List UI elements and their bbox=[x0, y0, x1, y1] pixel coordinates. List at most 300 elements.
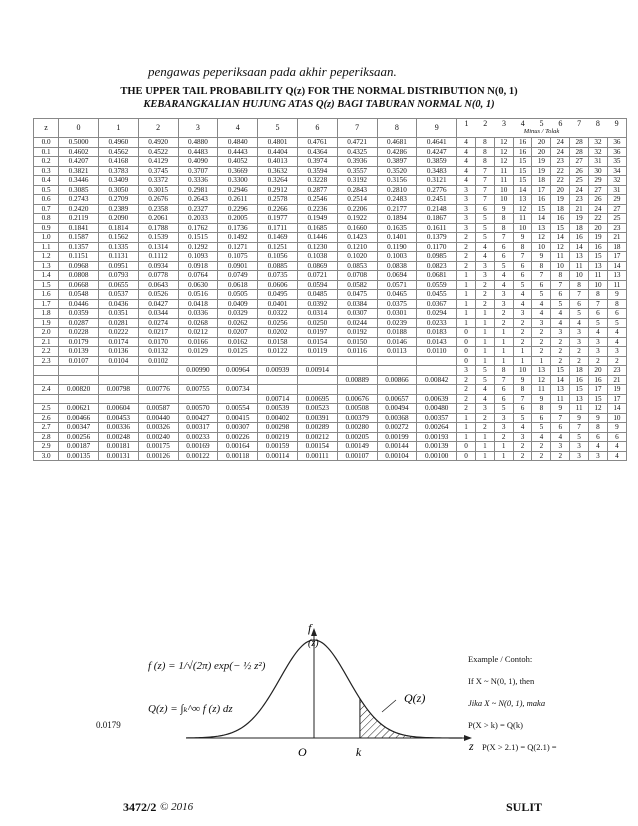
table-row bbox=[34, 451, 627, 461]
z-value: 0.5 bbox=[34, 185, 59, 195]
q-value: 0.0367 bbox=[417, 299, 457, 309]
q-value: 0.00964 bbox=[218, 366, 258, 376]
z-value: 1.1 bbox=[34, 242, 59, 252]
q-value: 0.0301 bbox=[377, 309, 417, 319]
q-value: 0.2676 bbox=[138, 195, 178, 205]
minus-value: 2 bbox=[457, 375, 476, 385]
minus-value: 22 bbox=[551, 166, 570, 176]
minus-value: 4 bbox=[532, 299, 551, 309]
minus-value: 4 bbox=[475, 242, 494, 252]
q-value bbox=[138, 366, 178, 376]
q-value: 0.3264 bbox=[258, 176, 298, 186]
minus-digit-header: 6 bbox=[558, 118, 563, 128]
minus-value: 1 bbox=[475, 356, 494, 366]
q-value: 0.00199 bbox=[377, 432, 417, 442]
q-value: 0.0392 bbox=[297, 299, 337, 309]
minus-value: 14 bbox=[551, 233, 570, 243]
minus-value: 16 bbox=[513, 138, 532, 148]
q-value: 0.3520 bbox=[377, 166, 417, 176]
minus-value: 2 bbox=[513, 442, 532, 452]
q-value: 0.0838 bbox=[377, 261, 417, 271]
z-value: 1.5 bbox=[34, 280, 59, 290]
q-value: 0.00347 bbox=[59, 423, 99, 433]
table-row bbox=[34, 394, 627, 404]
minus-value: 12 bbox=[532, 233, 551, 243]
minus-value: 15 bbox=[570, 385, 589, 395]
z-value: 1.6 bbox=[34, 290, 59, 300]
q-value: 0.00144 bbox=[377, 442, 417, 452]
minus-value: 4 bbox=[494, 271, 513, 281]
q-value: 0.0166 bbox=[178, 337, 218, 347]
q-value: 0.0162 bbox=[218, 337, 258, 347]
q-value: 0.0222 bbox=[98, 328, 138, 338]
minus-value: 5 bbox=[532, 290, 551, 300]
minus-value: 1 bbox=[457, 413, 476, 423]
digit-header: 2 bbox=[138, 119, 178, 138]
minus-value: 7 bbox=[475, 195, 494, 205]
q-value: 0.2611 bbox=[218, 195, 258, 205]
minus-value: 6 bbox=[494, 242, 513, 252]
minus-value: 7 bbox=[551, 413, 570, 423]
q-value: 0.0268 bbox=[178, 318, 218, 328]
minus-value: 18 bbox=[551, 204, 570, 214]
minus-value: 23 bbox=[551, 157, 570, 167]
minus-value: 5 bbox=[475, 366, 494, 376]
minus-value: 10 bbox=[532, 242, 551, 252]
q-value: 0.0287 bbox=[59, 318, 99, 328]
q-value: 0.00539 bbox=[258, 404, 298, 414]
q-value: 0.2912 bbox=[258, 185, 298, 195]
minus-value: 27 bbox=[570, 157, 589, 167]
digit-header: 6 bbox=[297, 119, 337, 138]
q-value: 0.4483 bbox=[178, 147, 218, 157]
q-value: 0.3632 bbox=[258, 166, 298, 176]
q-value bbox=[138, 394, 178, 404]
minus-value: 19 bbox=[570, 214, 589, 224]
z-value: 2.2 bbox=[34, 347, 59, 357]
z-value: 0.1 bbox=[34, 147, 59, 157]
digit-header: 7 bbox=[337, 119, 377, 138]
q-value: 0.2148 bbox=[417, 204, 457, 214]
minus-value: 13 bbox=[513, 195, 532, 205]
minus-value: 13 bbox=[589, 261, 608, 271]
q-value: 0.3557 bbox=[337, 166, 377, 176]
q-value: 0.4364 bbox=[297, 147, 337, 157]
minus-value: 15 bbox=[532, 204, 551, 214]
q-value: 0.2843 bbox=[337, 185, 377, 195]
q-value bbox=[178, 356, 218, 366]
q-value: 0.00104 bbox=[377, 451, 417, 461]
minus-value: 1 bbox=[494, 356, 513, 366]
table-row bbox=[34, 328, 627, 338]
minus-value: 16 bbox=[589, 375, 608, 385]
q-value: 0.0582 bbox=[337, 280, 377, 290]
q-value: 0.0110 bbox=[417, 347, 457, 357]
q-value: 0.1587 bbox=[59, 233, 99, 243]
q-value: 0.0351 bbox=[98, 309, 138, 319]
minus-value: 1 bbox=[494, 337, 513, 347]
minus-value: 1 bbox=[457, 318, 476, 328]
minus-value: 0 bbox=[457, 356, 476, 366]
q-value: 0.4801 bbox=[258, 138, 298, 148]
minus-value: 8 bbox=[475, 157, 494, 167]
q-value bbox=[98, 375, 138, 385]
table-row bbox=[34, 223, 627, 233]
z-value: 0.9 bbox=[34, 223, 59, 233]
minus-value: 3 bbox=[457, 204, 476, 214]
q-value: 0.0418 bbox=[178, 299, 218, 309]
q-value: 0.2177 bbox=[377, 204, 417, 214]
q-value: 0.1841 bbox=[59, 223, 99, 233]
z-value: 0.6 bbox=[34, 195, 59, 205]
q-value: 0.0274 bbox=[138, 318, 178, 328]
minus-value: 5 bbox=[570, 309, 589, 319]
table-row bbox=[34, 347, 627, 357]
minus-value: 9 bbox=[589, 413, 608, 423]
q-value: 0.00570 bbox=[178, 404, 218, 414]
minus-value: 0 bbox=[457, 451, 476, 461]
q-value: 0.2776 bbox=[417, 185, 457, 195]
minus-value: 12 bbox=[494, 147, 513, 157]
q-value: 0.00219 bbox=[258, 432, 298, 442]
minus-value: 8 bbox=[589, 423, 608, 433]
q-value: 0.0655 bbox=[98, 280, 138, 290]
q-value bbox=[377, 356, 417, 366]
minus-value: 15 bbox=[513, 157, 532, 167]
q-value: 0.00402 bbox=[258, 413, 298, 423]
q-value: 0.4960 bbox=[98, 138, 138, 148]
minus-value: 7 bbox=[532, 271, 551, 281]
minus-value: 5 bbox=[494, 404, 513, 414]
q-value: 0.2810 bbox=[377, 185, 417, 195]
minus-value: 24 bbox=[551, 147, 570, 157]
minus-value: 1 bbox=[457, 432, 476, 442]
minus-value: 15 bbox=[589, 252, 608, 262]
table-row bbox=[34, 423, 627, 433]
q-value: 0.0314 bbox=[297, 309, 337, 319]
minus-value: 17 bbox=[607, 394, 626, 404]
minus-value: 14 bbox=[607, 261, 626, 271]
minus-value: 7 bbox=[475, 176, 494, 186]
q-value: 0.0505 bbox=[218, 290, 258, 300]
minus-value: 4 bbox=[513, 423, 532, 433]
q-value: 0.00107 bbox=[337, 451, 377, 461]
table-row bbox=[34, 271, 627, 281]
q-value: 0.00604 bbox=[98, 404, 138, 414]
digit-header: 9 bbox=[417, 119, 457, 138]
q-value bbox=[258, 385, 298, 395]
digit-header: 1 bbox=[98, 119, 138, 138]
minus-value: 7 bbox=[589, 299, 608, 309]
minus-value: 2 bbox=[457, 233, 476, 243]
minus-value: 16 bbox=[570, 233, 589, 243]
q-value: 0.2483 bbox=[377, 195, 417, 205]
table-row bbox=[34, 185, 627, 195]
minus-value: 8 bbox=[475, 147, 494, 157]
minus-value: 20 bbox=[532, 147, 551, 157]
q-value: 0.1977 bbox=[258, 214, 298, 224]
minus-value: 2 bbox=[457, 261, 476, 271]
minus-value: 28 bbox=[570, 147, 589, 157]
minus-value: 13 bbox=[532, 223, 551, 233]
minus-value: 1 bbox=[475, 451, 494, 461]
minus-value: 27 bbox=[589, 185, 608, 195]
q-value: 0.00755 bbox=[178, 385, 218, 395]
q-value: 0.3156 bbox=[377, 176, 417, 186]
minus-value: 36 bbox=[607, 147, 626, 157]
minus-value: 2 bbox=[513, 337, 532, 347]
copyright: © 2016 bbox=[160, 801, 194, 813]
minus-value: 13 bbox=[570, 394, 589, 404]
q-value: 0.0143 bbox=[417, 337, 457, 347]
z-value: 2.7 bbox=[34, 423, 59, 433]
minus-value: 5 bbox=[607, 318, 626, 328]
minus-value: 3 bbox=[513, 432, 532, 442]
q-value: 0.1093 bbox=[178, 252, 218, 262]
minus-value: 12 bbox=[494, 138, 513, 148]
minus-value: 4 bbox=[607, 451, 626, 461]
q-value: 0.00621 bbox=[59, 404, 99, 414]
minus-value: 15 bbox=[513, 176, 532, 186]
minus-value: 2 bbox=[513, 451, 532, 461]
z-value: 0.8 bbox=[34, 214, 59, 224]
minus-value: 2 bbox=[532, 442, 551, 452]
minus-digit-header: 8 bbox=[595, 118, 600, 128]
minus-value: 34 bbox=[607, 166, 626, 176]
q-value: 0.00118 bbox=[218, 451, 258, 461]
minus-value: 2 bbox=[570, 356, 589, 366]
minus-value: 5 bbox=[494, 261, 513, 271]
answer-value: 0.0179 bbox=[96, 720, 121, 730]
minus-value: 6 bbox=[570, 299, 589, 309]
table-row bbox=[34, 375, 627, 385]
q-value: 0.0721 bbox=[297, 271, 337, 281]
minus-value: 3 bbox=[551, 442, 570, 452]
minus-value: 32 bbox=[607, 176, 626, 186]
minus-value: 3 bbox=[494, 299, 513, 309]
minus-value: 7 bbox=[570, 290, 589, 300]
q-value: 0.0197 bbox=[297, 328, 337, 338]
minus-value: 2 bbox=[551, 356, 570, 366]
minus-value: 9 bbox=[532, 394, 551, 404]
table-row bbox=[34, 252, 627, 262]
table-row bbox=[34, 204, 627, 214]
q-value: 0.0516 bbox=[178, 290, 218, 300]
minus-value: 5 bbox=[513, 413, 532, 423]
minus-value: 6 bbox=[513, 271, 532, 281]
minus-value: 7 bbox=[513, 252, 532, 262]
q-value: 0.00175 bbox=[138, 442, 178, 452]
q-value: 0.00440 bbox=[138, 413, 178, 423]
q-value: 0.00240 bbox=[138, 432, 178, 442]
minus-value: 18 bbox=[570, 366, 589, 376]
q-value: 0.1170 bbox=[417, 242, 457, 252]
table-row bbox=[34, 157, 627, 167]
minus-value: 1 bbox=[457, 423, 476, 433]
minus-value: 0 bbox=[457, 337, 476, 347]
minus-value: 2 bbox=[475, 290, 494, 300]
minus-value: 8 bbox=[589, 290, 608, 300]
minus-value: 2 bbox=[475, 280, 494, 290]
q-value: 0.0853 bbox=[337, 261, 377, 271]
q-value: 0.0119 bbox=[297, 347, 337, 357]
minus-value: 2 bbox=[457, 394, 476, 404]
q-value: 0.00187 bbox=[59, 442, 99, 452]
q-value: 0.1003 bbox=[377, 252, 417, 262]
q-value: 0.2236 bbox=[297, 204, 337, 214]
q-value bbox=[258, 356, 298, 366]
minus-value: 3 bbox=[457, 185, 476, 195]
z-value: 1.0 bbox=[34, 233, 59, 243]
minus-value: 8 bbox=[494, 214, 513, 224]
q-value: 0.0239 bbox=[377, 318, 417, 328]
q-value: 0.0485 bbox=[297, 290, 337, 300]
q-value bbox=[178, 375, 218, 385]
q-value bbox=[59, 394, 99, 404]
q-value: 0.00990 bbox=[178, 366, 218, 376]
minus-value: 21 bbox=[607, 375, 626, 385]
table-row bbox=[34, 337, 627, 347]
minus-value: 32 bbox=[589, 138, 608, 148]
minus-value: 4 bbox=[457, 138, 476, 148]
z-value: 2.4 bbox=[34, 385, 59, 395]
q-value: 0.2090 bbox=[98, 214, 138, 224]
q-value: 0.0179 bbox=[59, 337, 99, 347]
q-label: Q(z) bbox=[404, 691, 426, 705]
minus-value: 4 bbox=[551, 432, 570, 442]
q-value: 0.00657 bbox=[377, 394, 417, 404]
q-value: 0.0643 bbox=[138, 280, 178, 290]
q-value: 0.0918 bbox=[178, 261, 218, 271]
minus-value: 14 bbox=[570, 242, 589, 252]
minus-value: 1 bbox=[457, 290, 476, 300]
minus-value: 0 bbox=[457, 442, 476, 452]
minus-value: 1 bbox=[457, 280, 476, 290]
minus-value: 5 bbox=[475, 375, 494, 385]
q-value: 0.0475 bbox=[337, 290, 377, 300]
minus-digit-header: 9 bbox=[614, 118, 619, 128]
q-value: 0.00159 bbox=[258, 442, 298, 452]
q-value: 0.0455 bbox=[417, 290, 457, 300]
q-value: 0.00289 bbox=[297, 423, 337, 433]
q-value: 0.0708 bbox=[337, 271, 377, 281]
table-row bbox=[34, 147, 627, 157]
q-value: 0.00154 bbox=[297, 442, 337, 452]
minus-value: 8 bbox=[475, 138, 494, 148]
minus-value: 4 bbox=[607, 442, 626, 452]
minus-value: 3 bbox=[494, 290, 513, 300]
q-value: 0.1314 bbox=[138, 242, 178, 252]
q-value bbox=[297, 375, 337, 385]
minus-value: 7 bbox=[551, 280, 570, 290]
q-value: 0.1685 bbox=[297, 223, 337, 233]
q-value: 0.00307 bbox=[218, 423, 258, 433]
q-value: 0.0170 bbox=[138, 337, 178, 347]
q-value: 0.00280 bbox=[337, 423, 377, 433]
minus-value: 2 bbox=[532, 328, 551, 338]
minus-value: 3 bbox=[494, 423, 513, 433]
q-value: 0.00466 bbox=[59, 413, 99, 423]
q-value: 0.1469 bbox=[258, 233, 298, 243]
table-row bbox=[34, 233, 627, 243]
minus-value: 18 bbox=[570, 223, 589, 233]
z-value: 0.7 bbox=[34, 204, 59, 214]
q-value bbox=[417, 366, 457, 376]
q-value: 0.00131 bbox=[98, 451, 138, 461]
q-value: 0.00326 bbox=[138, 423, 178, 433]
bell-curve bbox=[186, 640, 462, 738]
minus-value: 19 bbox=[532, 157, 551, 167]
q-value: 0.0749 bbox=[218, 271, 258, 281]
minus-value: 2 bbox=[494, 318, 513, 328]
q-value: 0.0125 bbox=[218, 347, 258, 357]
q-value: 0.4840 bbox=[218, 138, 258, 148]
minus-value: 2 bbox=[551, 347, 570, 357]
minus-value: 16 bbox=[570, 375, 589, 385]
q-value: 0.1611 bbox=[417, 223, 457, 233]
minus-value: 13 bbox=[570, 252, 589, 262]
minus-value: 11 bbox=[607, 280, 626, 290]
z-value: 0.2 bbox=[34, 157, 59, 167]
digit-header: 5 bbox=[258, 119, 298, 138]
minus-value: 6 bbox=[607, 309, 626, 319]
minus-value: 2 bbox=[513, 328, 532, 338]
minus-value: 6 bbox=[532, 413, 551, 423]
minus-value: 3 bbox=[457, 223, 476, 233]
minus-value: 4 bbox=[532, 309, 551, 319]
q-value: 0.00415 bbox=[218, 413, 258, 423]
q-value: 0.00776 bbox=[138, 385, 178, 395]
minus-value: 8 bbox=[494, 366, 513, 376]
z-value: 1.7 bbox=[34, 299, 59, 309]
minus-value: 2 bbox=[475, 299, 494, 309]
z-header: z bbox=[34, 119, 59, 138]
minus-value: 0 bbox=[457, 328, 476, 338]
minus-value: 3 bbox=[457, 214, 476, 224]
minus-value: 2 bbox=[457, 404, 476, 414]
minus-value: 7 bbox=[475, 185, 494, 195]
q-value: 0.4681 bbox=[377, 138, 417, 148]
q-value: 0.4522 bbox=[138, 147, 178, 157]
q-value: 0.4761 bbox=[297, 138, 337, 148]
q-value: 0.3372 bbox=[138, 176, 178, 186]
q-value: 0.1335 bbox=[98, 242, 138, 252]
q-value: 0.0192 bbox=[337, 328, 377, 338]
q-value: 0.00368 bbox=[377, 413, 417, 423]
minus-value: 5 bbox=[513, 280, 532, 290]
q-value: 0.0136 bbox=[98, 347, 138, 357]
q-value: 0.00695 bbox=[297, 394, 337, 404]
minus-value: 2 bbox=[457, 252, 476, 262]
q-value: 0.0256 bbox=[258, 318, 298, 328]
table-row bbox=[34, 290, 627, 300]
q-value: 0.0129 bbox=[178, 347, 218, 357]
q-value: 0.3783 bbox=[98, 166, 138, 176]
q-value: 0.00226 bbox=[218, 432, 258, 442]
minus-value: 4 bbox=[475, 394, 494, 404]
minus-value: 24 bbox=[570, 185, 589, 195]
q-value: 0.00639 bbox=[417, 394, 457, 404]
q-value: 0.3669 bbox=[218, 166, 258, 176]
minus-value: 2 bbox=[475, 413, 494, 423]
minus-value: 4 bbox=[475, 252, 494, 262]
minus-value: 10 bbox=[607, 413, 626, 423]
q-value: 0.4602 bbox=[59, 147, 99, 157]
z-value: 1.8 bbox=[34, 309, 59, 319]
q-value: 0.1271 bbox=[218, 242, 258, 252]
q-value: 0.0107 bbox=[59, 356, 99, 366]
q-value: 0.0793 bbox=[98, 271, 138, 281]
